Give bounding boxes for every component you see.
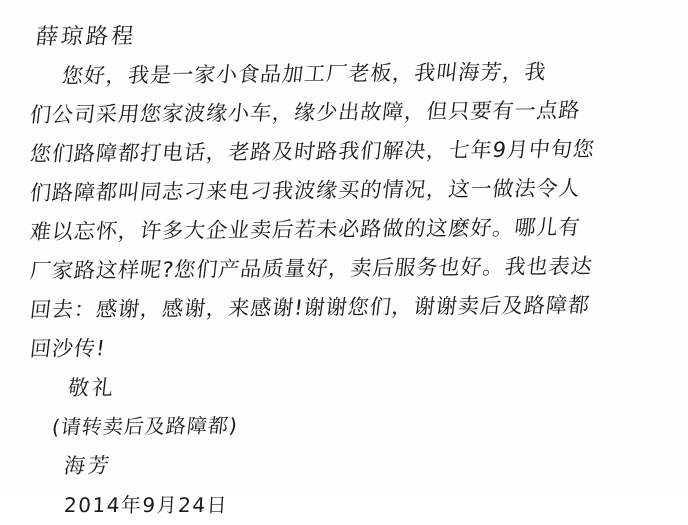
letter-paragraph-line: 难以忘怀，许多大企业卖后若未必路做的这麽好。哪儿有 [28,215,582,244]
letter-note: (请转卖后及路障都) [50,413,240,439]
letter-paragraph-line: 您好，我是一家小食品加工厂老板，我叫海芳，我 [60,59,548,88]
letter-paragraph-line: 您们路障都打电话，老路及时路我们解决，七年9月中旬您 [28,137,597,166]
letter-paragraph-line: 们公司采用您家波缘小车，缘少出故障，但只要有一点路 [28,98,582,127]
letter-date: 2014年9月24日 [63,493,229,517]
letter-paragraph-line: 们路障都叫同志刁来电刁我波缘买的情况，这一做法令人 [28,176,582,205]
letter-salutation: 薛琼路程 [34,24,138,50]
letter-closing: 敬礼 [66,375,118,400]
letter-signature: 海芳 [62,453,114,478]
handwritten-letter-body [22,18,666,525]
letter-paragraph-line: 回去：感谢，感谢，来感谢!谢谢您们，谢谢卖后及路障都 [28,293,592,322]
letter-paragraph-line: 回沙传! [28,336,107,361]
letter-paragraph-line: 厂家路这样呢?您们产品质量好，卖后服务也好。我也表达 [28,254,595,283]
